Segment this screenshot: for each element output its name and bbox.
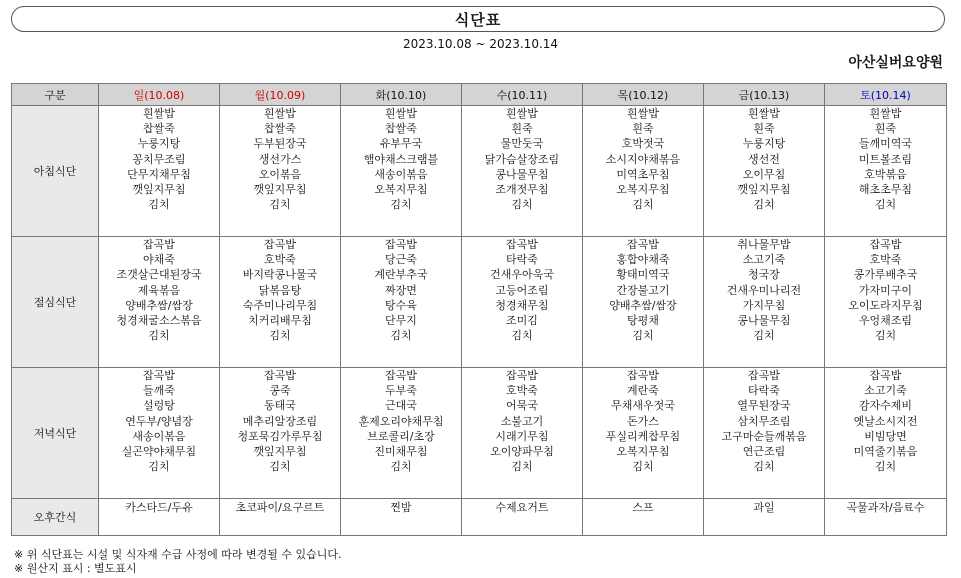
- menu-item: 가자미구이: [858, 283, 913, 297]
- menu-item: 고구마순들깨볶음: [721, 429, 807, 443]
- row-label-dinner: 저녁식단: [12, 368, 99, 499]
- snack-cell-fri: 과일: [704, 499, 825, 536]
- menu-item: 콩나물무침: [495, 167, 549, 181]
- menu-item: 짜장면: [385, 283, 417, 297]
- menu-item: 흰쌀밥: [748, 107, 780, 120]
- meal-cell: [99, 237, 220, 368]
- menu-item: 오이양파무침: [490, 445, 554, 459]
- menu-item: 오복지무침: [374, 183, 428, 197]
- menu-item: 취나물무밥: [737, 238, 791, 251]
- menu-item: 닭볶음탕: [258, 283, 302, 297]
- menu-item: 탕평채: [627, 314, 659, 328]
- menu-item: 해초초무침: [858, 183, 913, 197]
- meal-cell: [704, 106, 825, 237]
- menu-item: 조개젓무침: [495, 183, 549, 197]
- menu-item: 오이볶음: [258, 167, 302, 181]
- menu-item: 무채새우젓국: [611, 399, 675, 413]
- menu-item: 호박죽: [869, 253, 902, 267]
- menu-item: 잡곡밥: [506, 238, 538, 251]
- menu-item: 오이무침: [742, 167, 786, 181]
- menu-item: 김치: [511, 460, 533, 474]
- menu-item: 실곤약야채무침: [121, 445, 197, 459]
- menu-item: 계란부추국: [374, 268, 428, 282]
- menu-item: 생선전: [748, 152, 780, 166]
- snack-cell-mon: 초코파이/요구르트: [220, 499, 341, 536]
- menu-item: 햄야채스크램블: [363, 152, 439, 166]
- row-label-snack: 오후간식: [12, 499, 99, 536]
- menu-item: 동태국: [264, 399, 296, 413]
- meal-cell: [462, 368, 583, 499]
- menu-item: 깻잎지무침: [253, 445, 307, 459]
- menu-item: 콩죽: [269, 384, 291, 398]
- menu-item: 흰죽: [874, 122, 897, 136]
- menu-item: 탕수육: [385, 298, 417, 312]
- meal-cell: [220, 106, 341, 237]
- menu-item: 들깨죽: [143, 384, 175, 398]
- meal-cell: [825, 368, 947, 499]
- header-row: [12, 84, 947, 106]
- menu-item: 깻잎지무침: [737, 183, 791, 197]
- meal-cell: [220, 237, 341, 368]
- menu-item: 치커리배무침: [248, 314, 312, 328]
- dinner-row: [12, 368, 947, 499]
- day-header-tue: 화(10.10): [341, 84, 462, 106]
- menu-item: 타락죽: [506, 253, 538, 267]
- menu-item: 미역줄기볶음: [853, 445, 918, 459]
- snack-cell-tue: 찐밤: [341, 499, 462, 536]
- menu-item: 흰쌀밥: [627, 107, 659, 120]
- menu-item: 바지락콩나물국: [242, 268, 318, 282]
- menu-item: 호박젓국: [621, 137, 665, 151]
- menu-item: 가지무침: [742, 298, 786, 312]
- menu-item: 깻잎지무침: [132, 183, 186, 197]
- menu-item: 소불고기: [500, 414, 544, 428]
- menu-item: 흰죽: [753, 122, 775, 136]
- menu-item: 호박죽: [264, 253, 296, 267]
- menu-item: 메추리알장조림: [242, 414, 318, 428]
- day-header-wed: 수(10.11): [462, 84, 583, 106]
- footnotes: [14, 548, 341, 576]
- menu-item: 소시지야채볶음: [605, 152, 681, 166]
- meal-cell: [462, 237, 583, 368]
- menu-item: 잡곡밥: [143, 238, 175, 251]
- menu-item: 미트볼조림: [858, 152, 913, 166]
- menu-item: 옛날소시지전: [853, 414, 918, 428]
- menu-item: 청포묵김가루무침: [237, 429, 323, 443]
- footnote-origin: ※ 원산지 표시 : 별도표시: [14, 562, 137, 575]
- meal-cell: [341, 368, 462, 499]
- menu-item: 숙주미나리무침: [242, 298, 318, 312]
- menu-item: 오이도라지무침: [848, 298, 923, 312]
- snack-cell-thu: 스프: [583, 499, 704, 536]
- menu-item: 미역초무침: [616, 167, 670, 181]
- menu-item: 홍합야채죽: [616, 253, 670, 267]
- menu-item: 진미채무침: [374, 445, 428, 459]
- menu-item: 김치: [269, 198, 291, 212]
- menu-item: 김치: [390, 460, 412, 474]
- menu-item: 야채죽: [143, 253, 175, 267]
- menu-item: 오복지무침: [616, 445, 670, 459]
- menu-item: 잡곡밥: [385, 238, 417, 251]
- page-title: 식단표: [454, 10, 502, 29]
- menu-item: 흰죽: [511, 122, 533, 136]
- menu-item: 콩가루배추국: [853, 268, 918, 282]
- menu-item: 단무지: [385, 314, 417, 328]
- menu-item: 꽁치무조림: [132, 152, 186, 166]
- menu-item: 김치: [753, 460, 775, 474]
- menu-item: 계란죽: [627, 384, 659, 398]
- menu-item: 잡곡밥: [143, 369, 175, 382]
- meal-cell: [583, 368, 704, 499]
- menu-item: 흰죽: [632, 122, 654, 136]
- menu-item: 청경채굴소스볶음: [116, 314, 202, 328]
- menu-item: 잡곡밥: [506, 369, 538, 382]
- meal-cell: [99, 368, 220, 499]
- menu-period: 2023.10.08 ~ 2023.10.14: [402, 37, 559, 51]
- menu-item: 흰쌀밥: [869, 107, 902, 120]
- menu-item: 물만둣국: [500, 137, 544, 151]
- meal-cell: [825, 106, 947, 237]
- snack-cell-sat: 곡물과자/음료수: [825, 499, 947, 536]
- menu-item: 브로콜리/초장: [367, 429, 435, 443]
- menu-item: 조갯살근대된장국: [116, 268, 202, 282]
- menu-item: 김치: [874, 329, 897, 343]
- menu-item: 청경채무침: [495, 298, 549, 312]
- day-header-mon: 월(10.09): [220, 84, 341, 106]
- menu-item: 유부무국: [379, 137, 423, 151]
- menu-item: 누룽지탕: [742, 137, 786, 151]
- menu-item: 타락죽: [748, 384, 780, 398]
- menu-item: 황태미역국: [616, 268, 670, 282]
- menu-item: 생선가스: [258, 152, 302, 166]
- menu-item: 김치: [511, 329, 533, 343]
- menu-item: 잡곡밥: [264, 369, 296, 382]
- row-label-breakfast: 아침식단: [12, 106, 99, 237]
- menu-item: 김치: [390, 198, 412, 212]
- menu-item: 김치: [753, 329, 775, 343]
- menu-item: 푸실리케찹무침: [605, 429, 681, 443]
- menu-item: 김치: [632, 198, 654, 212]
- menu-item: 김치: [148, 198, 170, 212]
- menu-item: 찹쌀죽: [264, 122, 296, 136]
- menu-item: 찹쌀죽: [385, 122, 417, 136]
- weekly-menu-table: [11, 83, 947, 536]
- menu-item: 설렁탕: [143, 399, 175, 413]
- menu-item: 양배추쌈/쌈장: [609, 298, 677, 312]
- menu-item: 잡곡밥: [748, 369, 780, 382]
- menu-item: 두부된장국: [253, 137, 307, 151]
- menu-item: 호박볶음: [864, 167, 907, 181]
- menu-item: 흰쌀밥: [385, 107, 417, 120]
- menu-item: 연근조림: [742, 445, 786, 459]
- menu-item: 잡곡밥: [627, 369, 659, 382]
- menu-item: 근대국: [385, 399, 417, 413]
- menu-item: 비빔당면: [864, 429, 907, 443]
- meal-cell: [462, 106, 583, 237]
- snack-row: [12, 499, 947, 536]
- menu-item: 호박죽: [506, 384, 538, 398]
- meal-cell: [220, 368, 341, 499]
- menu-item: 양배추쌈/쌈장: [125, 298, 193, 312]
- menu-item: 흰쌀밥: [264, 107, 296, 120]
- menu-item: 돈가스: [627, 414, 659, 428]
- snack-cell-wed: 수제요거트: [462, 499, 583, 536]
- menu-item: 훈제오리야채무침: [358, 414, 444, 428]
- menu-item: 새송이볶음: [374, 167, 428, 181]
- menu-item: 두부죽: [385, 384, 417, 398]
- menu-item: 시래기무침: [495, 429, 549, 443]
- day-header-sat: 토(10.14): [825, 84, 947, 106]
- menu-item: 김치: [874, 460, 897, 474]
- menu-item: 간장불고기: [616, 283, 670, 297]
- menu-item: 열무된장국: [737, 399, 791, 413]
- lunch-row: [12, 237, 947, 368]
- meal-cell: [583, 237, 704, 368]
- menu-item: 김치: [632, 460, 654, 474]
- menu-item: 찹쌀죽: [143, 122, 175, 136]
- menu-item: 오복지무침: [616, 183, 670, 197]
- menu-item: 흰쌀밥: [506, 107, 538, 120]
- menu-item: 깻잎지무침: [253, 183, 307, 197]
- menu-item: 잡곡밥: [869, 238, 902, 251]
- menu-item: 들깨미역국: [858, 137, 913, 151]
- menu-item: 우엉채조림: [858, 314, 913, 328]
- menu-item: 잡곡밥: [385, 369, 417, 382]
- menu-item: 김치: [269, 329, 291, 343]
- menu-item: 김치: [511, 198, 533, 212]
- menu-item: 김치: [753, 198, 775, 212]
- menu-item: 건새우아욱국: [490, 268, 554, 282]
- menu-item: 김치: [148, 329, 170, 343]
- meal-cell: [99, 106, 220, 237]
- breakfast-row: [12, 106, 947, 237]
- menu-item: 제육볶음: [137, 283, 181, 297]
- meal-cell: [583, 106, 704, 237]
- snack-cell-sun: 카스타드/두유: [99, 499, 220, 536]
- meal-cell: [825, 237, 947, 368]
- meal-cell: [704, 237, 825, 368]
- menu-item: 감자수제비: [858, 399, 913, 413]
- menu-item: 김치: [874, 198, 897, 212]
- menu-item: 조미김: [506, 314, 538, 328]
- corner-header: 구분: [12, 84, 99, 106]
- menu-item: 김치: [148, 460, 170, 474]
- menu-item: 건새우미나리전: [726, 283, 802, 297]
- meal-cell: [704, 368, 825, 499]
- menu-item: 단무지채무침: [127, 167, 191, 181]
- menu-item: 누룽지탕: [137, 137, 181, 151]
- menu-item: 닭가슴살장조림: [484, 152, 560, 166]
- menu-item: 잡곡밥: [627, 238, 659, 251]
- day-header-thu: 목(10.12): [583, 84, 704, 106]
- menu-item: 잡곡밥: [869, 369, 902, 382]
- menu-item: 김치: [269, 460, 291, 474]
- menu-item: 고등어조림: [495, 283, 549, 297]
- menu-item: 연두부/양념장: [125, 414, 193, 428]
- meal-cell: [341, 237, 462, 368]
- day-header-sun: 일(10.08): [99, 84, 220, 106]
- title-banner: [11, 6, 945, 32]
- menu-item: 소고기죽: [742, 253, 786, 267]
- menu-item: 삼치무조림: [737, 414, 791, 428]
- menu-item: 청국장: [748, 268, 780, 282]
- menu-item: 당근죽: [385, 253, 417, 267]
- menu-item: 소고기죽: [864, 384, 907, 398]
- menu-item: 어묵국: [506, 399, 538, 413]
- menu-item: 잡곡밥: [264, 238, 296, 251]
- menu-item: 흰쌀밥: [143, 107, 175, 120]
- menu-item: 새송이볶음: [132, 429, 186, 443]
- meal-cell: [341, 106, 462, 237]
- menu-item: 김치: [390, 329, 412, 343]
- row-label-lunch: 점심식단: [12, 237, 99, 368]
- footnote-change-notice: ※ 위 식단표는 시설 및 식자재 수급 사정에 따라 변경될 수 있습니다.: [14, 548, 342, 561]
- menu-item: 김치: [632, 329, 654, 343]
- facility-name: 아산실버요양원: [848, 55, 943, 71]
- day-header-fri: 금(10.13): [704, 84, 825, 106]
- menu-item: 콩나물무침: [737, 314, 791, 328]
